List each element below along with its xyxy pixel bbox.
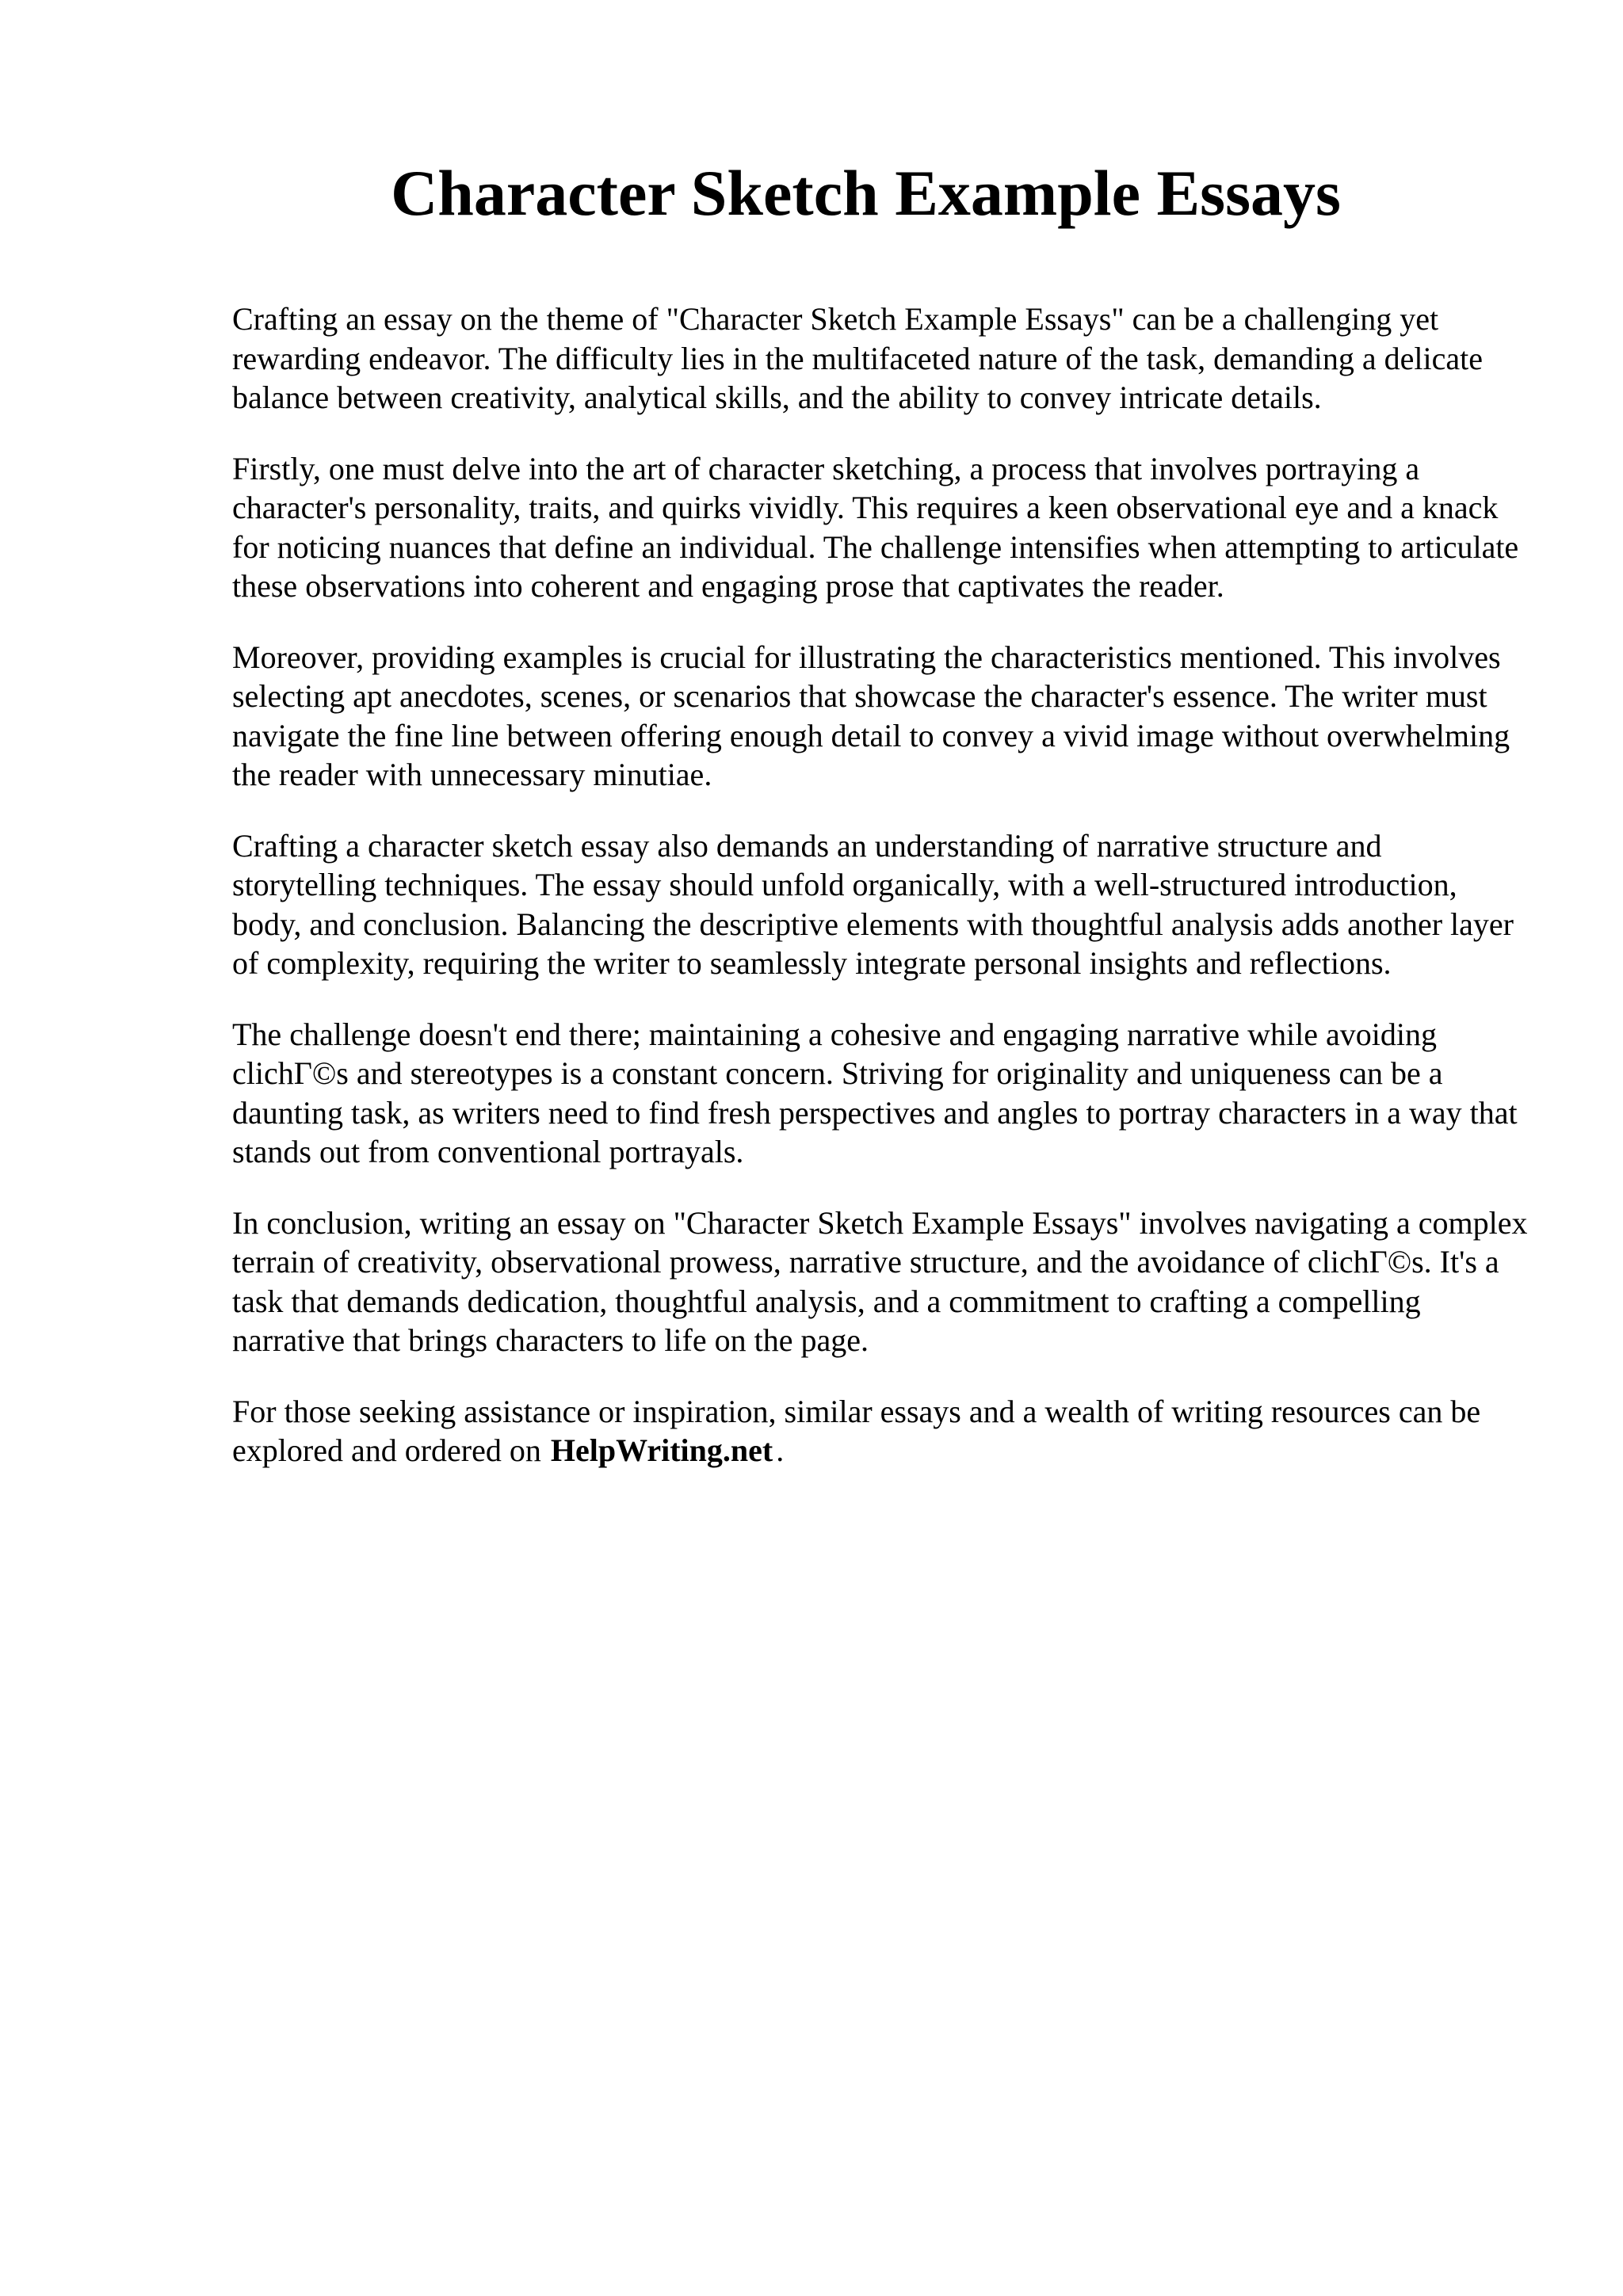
document-title: Character Sketch Example Essays (391, 157, 1341, 229)
paragraph-4: Crafting a character sketch essay also demands an understanding of narrative structure and storytelling techniques. The essay should unfold organically, with a well-structured introduction, body, and conclusion. Balancing the descriptive elements with thoughtful analysis adds another layer of complexity, requiring the writer to seamlessly integrate personal insights and reflections. (232, 827, 1514, 981)
closing-text: For those seeking assistance or inspiration, similar essays and a wealth of writing resources can be explored and ordered on (232, 1393, 1481, 1468)
paragraph-5: The challenge doesn't end there; maintaining a cohesive and engaging narrative while avoiding clichΓ©s and stereotypes is a constant concern. Striving for originality and uniqueness can be a daunting task, as writers need to find fresh perspectives and angles to portray characters in a way that stands out from conventional portrayals. (232, 1016, 1518, 1169)
closing-period: . (776, 1432, 785, 1468)
paragraph-3: Moreover, providing examples is crucial for illustrating the characteristics mentioned. This involves selecting apt anecdotes, scenes, or scenarios that showcase the character's essence. The writer must navigate the fine line between offering enough detail to convey a vivid image without overwhelming the reader with unnecessary minutiae. (232, 639, 1510, 792)
document-body (232, 299, 1532, 1502)
paragraph-6: In conclusion, writing an essay on "Character Sketch Example Essays" involves navigating a complex terrain of creativity, observational prowess, narrative structure, and the avoidance of clichΓ©s. It's a task that demands dedication, thoughtful analysis, and a commitment to crafting a compelling narrative that brings characters to life on the page. (232, 1204, 1528, 1358)
paragraph-2: Firstly, one must delve into the art of character sketching, a process that involves portraying a character's personality, traits, and quirks vividly. This requires a keen observational eye and a knack for noticing nuances that define an individual. The challenge intensifies when attempting to articulate these observations into coherent and engaging prose that captivates the reader. (232, 450, 1519, 604)
paragraph-1: Crafting an essay on the theme of "Character Sketch Example Essays" can be a challenging yet rewarding endeavor. The difficulty lies in the multifaceted nature of the task, demanding a delicate balance between creativity, analytical skills, and the ability to convey intricate details. (232, 301, 1483, 415)
helpwriting-link[interactable]: HelpWriting.net (550, 1432, 773, 1468)
closing-paragraph (232, 1392, 1532, 1470)
